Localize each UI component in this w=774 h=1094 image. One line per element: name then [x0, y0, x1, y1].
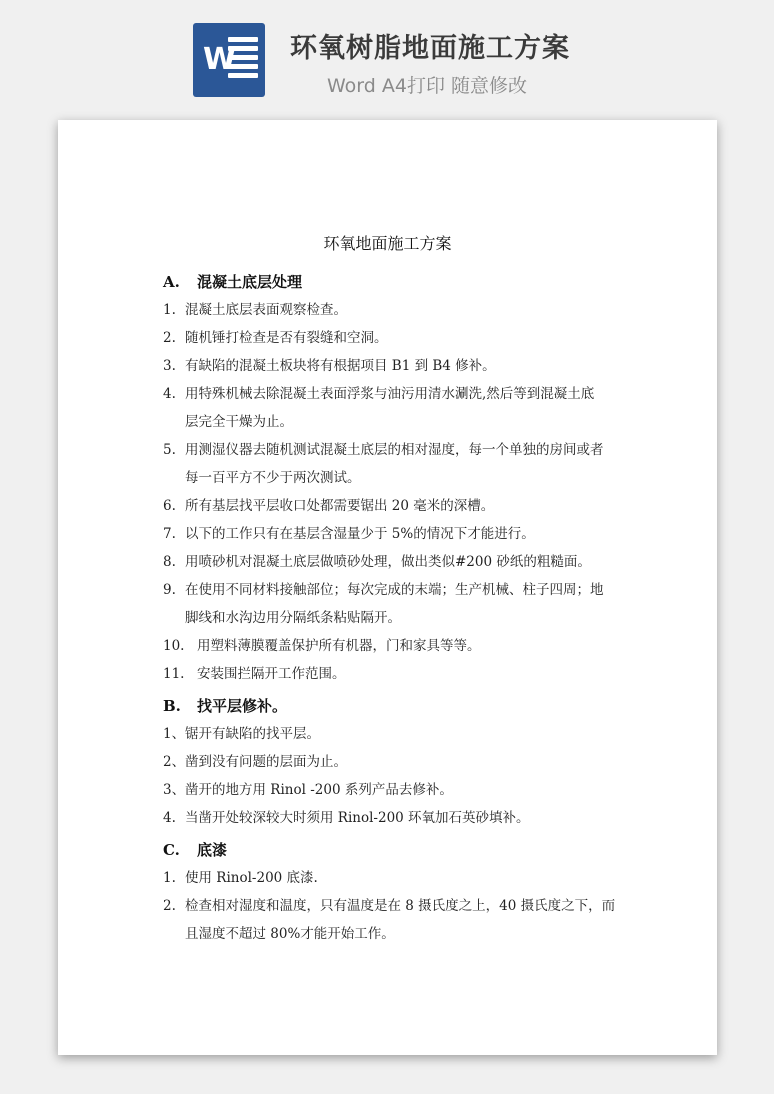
list-item-number: 4. — [163, 810, 176, 826]
list-item-line — [163, 804, 623, 832]
document-content — [163, 268, 623, 948]
list-item — [163, 380, 623, 436]
list-item-number: 2、 — [163, 754, 186, 770]
list-item-line — [163, 632, 623, 660]
list-item — [163, 492, 623, 520]
list-item — [163, 864, 623, 892]
section-heading — [163, 836, 623, 864]
document-title: 环氧地面施工方案 — [323, 234, 452, 253]
list-item-line — [163, 436, 623, 464]
list-item — [163, 632, 623, 660]
list-item — [163, 776, 623, 804]
list-item-text: 用测湿仪器去随机测试混凝土底层的相对湿度，每一个单独的房间或者 — [185, 442, 604, 458]
list-item — [163, 548, 623, 576]
list-item-number: 1、 — [163, 726, 186, 742]
list-item-line — [163, 776, 623, 804]
list-item — [163, 436, 623, 492]
list-item-text: 以下的工作只有在基层含湿量少于 5%的情况下才能进行。 — [185, 526, 535, 542]
word-letter: W — [203, 42, 237, 77]
list-item-number: 2. — [163, 898, 176, 914]
list-item-line — [163, 748, 623, 776]
list-item-text: 有缺陷的混凝土板块将有根据项目 B1 到 B4 修补。 — [185, 358, 496, 374]
list-item — [163, 296, 623, 324]
section-heading-text: 找平层修补。 — [197, 697, 288, 715]
list-item-continuation: 脚线和水沟边用分隔纸条粘贴隔开。 — [185, 610, 401, 626]
document-page — [58, 120, 717, 1055]
list-item-text: 用喷砂机对混凝土底层做喷砂处理，做出类似#200 砂纸的粗糙面。 — [185, 554, 591, 570]
list-item-line — [163, 520, 623, 548]
list-item-number: 11. — [163, 666, 185, 682]
section-heading — [163, 692, 623, 720]
list-item-number: 3. — [163, 358, 176, 374]
list-item-number: 1. — [163, 870, 176, 886]
list-item-continuation: 每一百平方不少于两次测试。 — [185, 470, 361, 486]
word-icon — [193, 23, 265, 97]
list-item-number: 4. — [163, 386, 176, 402]
list-item-line — [163, 892, 623, 920]
list-item-text: 使用 Rinol-200 底漆. — [185, 870, 318, 886]
list-item-text: 当凿开处较深较大时须用 Rinol-200 环氧加石英砂填补。 — [185, 810, 530, 826]
list-item-number: 5. — [163, 442, 176, 458]
list-item-number: 2. — [163, 330, 176, 346]
list-item-text: 检查相对湿度和温度，只有温度是在 8 摄氏度之上，40 摄氏度之下，而 — [185, 898, 616, 914]
list-item-line — [163, 352, 623, 380]
list-item-line — [163, 324, 623, 352]
banner — [0, 0, 774, 120]
list-item-number: 6. — [163, 498, 176, 514]
section-heading — [163, 268, 623, 296]
list-item — [163, 804, 623, 832]
list-item-continuation: 层完全干燥为止。 — [185, 414, 293, 430]
section-label: B. — [163, 697, 181, 715]
list-item-text: 凿到没有问题的层面为止。 — [185, 754, 347, 770]
section-heading-text: 混凝土底层处理 — [197, 273, 303, 291]
list-item — [163, 520, 623, 548]
list-item-text: 安装围拦隔开工作范围。 — [197, 666, 346, 682]
list-item — [163, 748, 623, 776]
list-item-line — [163, 548, 623, 576]
list-item — [163, 576, 623, 632]
section-heading-text: 底漆 — [197, 841, 228, 859]
list-item-text: 所有基层找平层收口处都需要锯出 20 毫米的深槽。 — [185, 498, 495, 514]
list-item — [163, 324, 623, 352]
list-item-text: 用特殊机械去除混凝土表面浮浆与油污用清水涮洗,然后等到混凝土底 — [185, 386, 595, 402]
list-item-line — [163, 720, 623, 748]
list-item-line — [163, 576, 623, 604]
list-item-continuation: 且湿度不超过 80%才能开始工作。 — [185, 926, 395, 942]
list-item-text: 随机锤打检查是否有裂缝和空洞。 — [185, 330, 388, 346]
list-item — [163, 660, 623, 688]
list-item-text: 混凝土底层表面观察检查。 — [185, 302, 347, 318]
list-item-text: 凿开的地方用 Rinol -200 系列产品去修补。 — [185, 782, 453, 798]
banner-subtitle: Word A4打印 随意修改 — [327, 75, 528, 97]
list-item-text: 在使用不同材料接触部位；每次完成的末端；生产机械、柱子四周；地 — [185, 582, 604, 598]
list-item — [163, 892, 623, 948]
list-item-line — [163, 380, 623, 408]
section-label: C. — [163, 841, 180, 859]
list-item-number: 10. — [163, 638, 185, 654]
list-item-number: 3、 — [163, 782, 186, 798]
list-item-number: 8. — [163, 554, 176, 570]
list-item-line — [163, 864, 623, 892]
list-item-number: 1. — [163, 302, 176, 318]
list-item-line — [163, 296, 623, 324]
section-label: A. — [163, 273, 180, 291]
list-item-text: 锯开有缺陷的找平层。 — [185, 726, 320, 742]
list-item — [163, 352, 623, 380]
banner-title: 环氧树脂地面施工方案 — [290, 33, 570, 64]
list-item-number: 7. — [163, 526, 176, 542]
list-item-number: 9. — [163, 582, 176, 598]
list-item-line — [163, 492, 623, 520]
list-item-line — [163, 660, 623, 688]
list-item — [163, 720, 623, 748]
list-item-text: 用塑料薄膜覆盖保护所有机器，门和家具等等。 — [197, 638, 481, 654]
